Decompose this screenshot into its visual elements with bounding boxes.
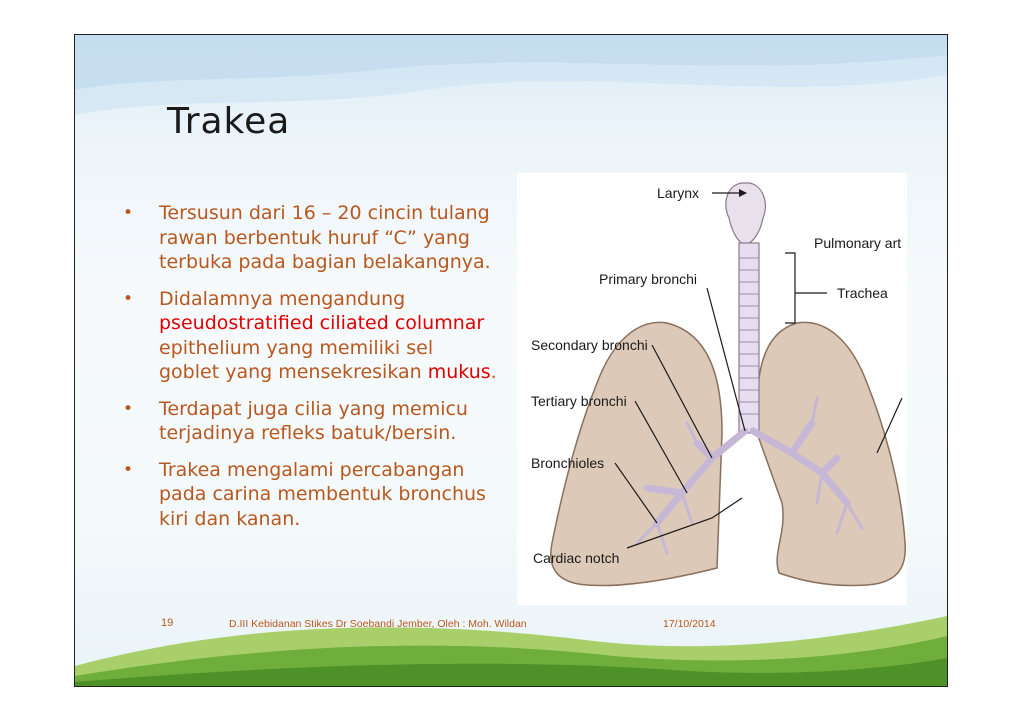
page-number: 19 <box>161 617 174 629</box>
respiratory-diagram <box>517 173 907 605</box>
bullet-list <box>119 201 499 543</box>
label-bronchioles: Bronchioles <box>531 455 605 471</box>
footer-date: 17/10/2014 <box>663 618 716 630</box>
label-pulmonary: Pulmonary art <box>814 235 902 251</box>
label-tertiary-bronchi: Tertiary bronchi <box>531 393 627 409</box>
bullet-item <box>119 458 499 532</box>
slide <box>74 34 948 687</box>
label-larynx: Larynx <box>657 185 700 201</box>
slide-title: Trakea <box>167 101 291 142</box>
bullet-item <box>119 201 499 275</box>
bullet-text: Terdapat juga cilia yang memicu terjadinya refleks batuk/bersin. <box>159 397 468 444</box>
highlight-term: mukus <box>427 361 491 383</box>
lungs-illustration <box>517 173 907 605</box>
label-secondary-bronchi: Secondary bronchi <box>531 337 648 353</box>
bullet-item <box>119 287 499 385</box>
bullet-marker: • <box>123 398 134 419</box>
label-primary-bronchi: Primary bronchi <box>599 271 698 287</box>
footer-credit: D.III Kebidanan Stikes Dr Soebandi Jember, Oleh : Moh. Wildan <box>229 618 527 630</box>
label-cardiac-notch: Cardiac notch <box>533 550 620 566</box>
bullet-text: Trakea mengalami percabangan pada carina membentuk bronchus kiri dan kanan. <box>159 458 486 530</box>
bullet-text-part: . <box>490 361 497 383</box>
bullet-text: Tersusun dari 16 – 20 cincin tulang rawan berbentuk huruf “C” yang terbuka pada bagian belakangnya. <box>159 202 491 273</box>
larynx <box>726 183 765 245</box>
bullet-marker: • <box>123 288 134 309</box>
bullet-text-part: epithelium yang memiliki sel goblet yang mensekresikan <box>159 336 434 383</box>
left-lung <box>551 322 722 585</box>
bullet-text-part: Didalamnya mengandung <box>159 287 406 310</box>
bullet-marker: • <box>123 203 134 223</box>
highlight-term: pseudostratified ciliated columnar <box>159 312 485 334</box>
bullet-marker: • <box>123 459 134 480</box>
label-trachea: Trachea <box>837 285 888 301</box>
bullet-item <box>119 397 499 446</box>
trachea <box>739 243 759 433</box>
right-lung <box>757 322 906 585</box>
